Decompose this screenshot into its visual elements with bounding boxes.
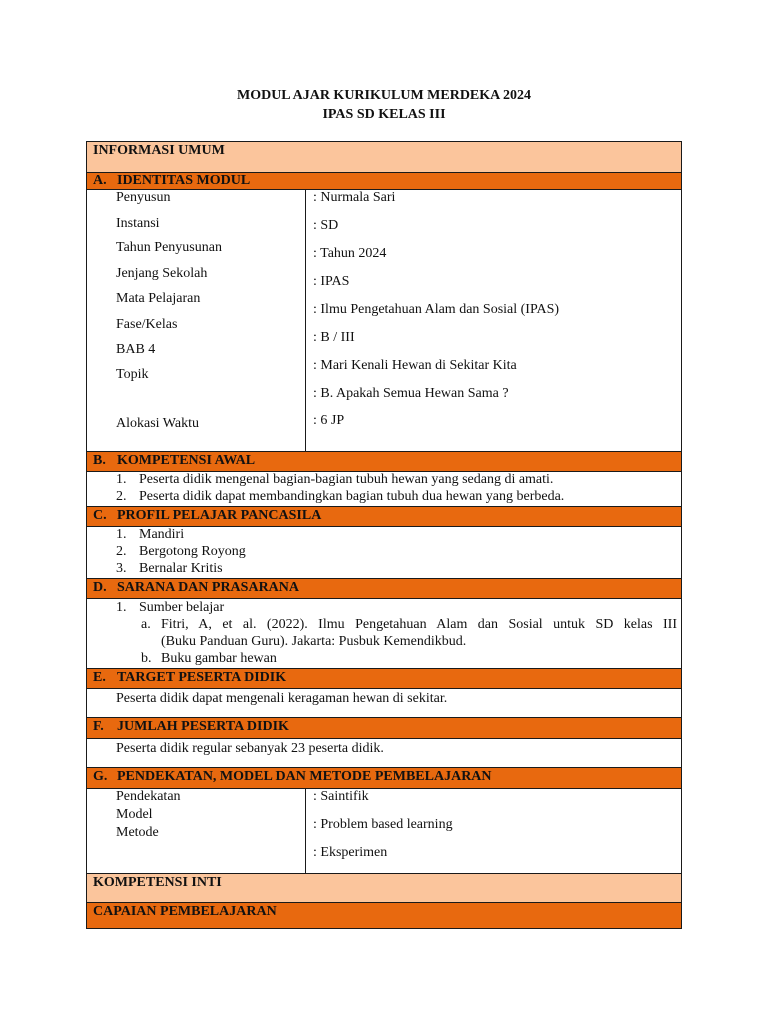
list-item: Bergotong Royong [139,544,246,559]
informasi-umum-header [87,142,681,172]
informasi-umum-title: INFORMASI UMUM [93,143,225,158]
pendekatan-header [87,767,681,788]
list-number: 2. [116,489,127,504]
list-item: Mandiri [139,527,185,542]
value-penyusun: : Nurmala Sari [313,190,396,205]
label-pendekatan: Pendekatan [116,789,181,804]
jumlah-peserta-text: Peserta didik regular sebanyak 23 peserta didik. [116,741,384,756]
capaian-pembelajaran-title: CAPAIAN PEMBELAJARAN [93,904,277,919]
label-topik: Topik [116,367,149,382]
list-number: 3. [116,561,127,576]
pendekatan-title: G. PENDEKATAN, MODEL DAN METODE PEMBELAJARAN [93,769,492,784]
module-table [86,141,682,929]
list-number: 2. [116,544,127,559]
value-metode: : Eksperimen [313,845,388,860]
kompetensi-awal-body [87,471,681,506]
list-item: Bernalar Kritis [139,561,223,576]
kompetensi-inti-header [87,873,681,902]
kompetensi-awal-header [87,451,681,471]
list-item: Sumber belajar [139,600,225,615]
profil-pelajar-body [87,526,681,578]
jumlah-peserta-title: F. JUMLAH PESERTA DIDIK [93,719,289,734]
list-number: 1. [116,527,127,542]
target-peserta-title: E. TARGET PESERTA DIDIK [93,670,287,685]
reference-line-1: Fitri, A, et al. (2022). Ilmu Pengetahuan Alam dan Sosial untuk SD kelas III [161,617,677,632]
target-peserta-text: Peserta didik dapat mengenali keragaman hewan di sekitar. [116,691,448,706]
list-number: 1. [116,472,127,487]
value-alokasi-waktu: : 6 JP [313,413,345,428]
jumlah-peserta-body [87,738,681,767]
profil-pelajar-title: C. PROFIL PELAJAR PANCASILA [93,508,322,523]
target-peserta-header [87,668,681,688]
sarana-prasarana-body [87,598,681,668]
sub-list-letter: a. [141,617,151,632]
sub-list-item: Buku gambar hewan [161,651,277,666]
label-jenjang-sekolah: Jenjang Sekolah [116,266,208,281]
identitas-modul-title: A. IDENTITAS MODUL [93,173,251,188]
label-tahun-penyusunan: Tahun Penyusunan [116,240,222,255]
label-penyusun: Penyusun [116,190,171,205]
value-instansi: : SD [313,218,339,233]
pendekatan-body [87,788,681,873]
sarana-prasarana-title: D. SARANA DAN PRASARANA [93,580,300,595]
identitas-modul-header [87,172,681,189]
kompetensi-inti-title: KOMPETENSI INTI [93,875,222,890]
identitas-modul-body [87,189,681,451]
column-divider [305,789,306,873]
value-jenjang-sekolah: : IPAS [313,274,350,289]
profil-pelajar-header [87,506,681,526]
document-title: MODUL AJAR KURIKULUM MERDEKA 2024 [236,88,531,103]
list-item: Peserta didik mengenal bagian-bagian tubuh hewan yang sedang di amati. [139,472,554,487]
label-mata-pelajaran: Mata Pelajaran [116,291,201,306]
document-subtitle: IPAS SD KELAS III [322,107,446,122]
value-fase-kelas: : B / III [313,330,355,345]
capaian-pembelajaran-header [87,902,681,928]
label-bab: BAB 4 [116,342,156,357]
list-item: Peserta didik dapat membandingkan bagian tubuh dua hewan yang berbeda. [139,489,565,504]
label-alokasi-waktu: Alokasi Waktu [116,416,199,431]
reference-line-2: (Buku Panduan Guru). Jakarta: Pusbuk Kemendikbud. [161,634,467,649]
value-tahun-penyusunan: : Tahun 2024 [313,246,387,261]
value-mata-pelajaran: : Ilmu Pengetahuan Alam dan Sosial (IPAS) [313,302,560,317]
list-number: 1. [116,600,127,615]
target-peserta-body [87,688,681,717]
value-bab: : Mari Kenali Hewan di Sekitar Kita [313,358,517,373]
value-pendekatan: : Saintifik [313,789,369,804]
kompetensi-awal-title: B. KOMPETENSI AWAL [93,453,256,468]
column-divider [305,190,306,451]
label-instansi: Instansi [116,216,160,231]
value-model: : Problem based learning [313,817,453,832]
sarana-prasarana-header [87,578,681,598]
label-fase-kelas: Fase/Kelas [116,317,178,332]
sub-list-letter: b. [141,651,152,666]
value-topik: : B. Apakah Semua Hewan Sama ? [313,386,509,401]
jumlah-peserta-header [87,717,681,738]
label-metode: Metode [116,825,159,840]
label-model: Model [116,807,153,822]
